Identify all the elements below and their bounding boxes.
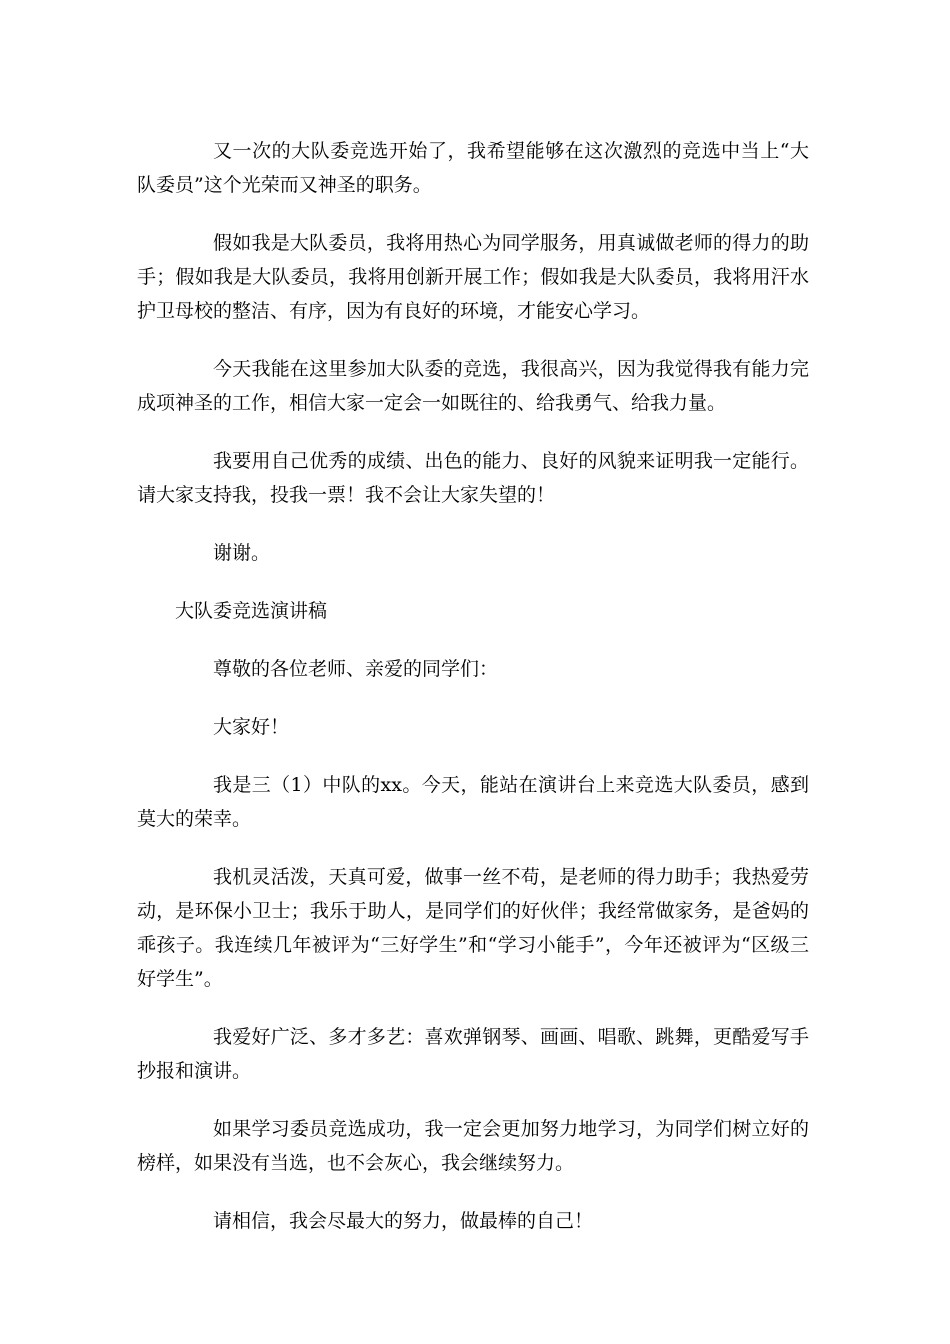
paragraph-self-intro: 我是三（1）中队的xx。今天，能站在演讲台上来竞选大队委员，感到莫大的荣幸。 [137,774,809,830]
document-body [137,134,809,1262]
paragraph-appeal: 我要用自己优秀的成绩、出色的能力、良好的风貌来证明我一定能行。请大家支持我，投我一票！我不会让大家失望的！ [137,450,809,506]
paragraph-qualities: 我机灵活泼，天真可爱，做事一丝不苟，是老师的得力助手；我热爱劳动，是环保小卫士；我乐于助人，是同学们的好伙伴；我经常做家务，是爸妈的乖孩子。我连续几年被评为“三好学生”和“学习小能手”，今年还被评为“区级三好学生”。 [137,866,809,990]
paragraph-commitment: 如果学习委员竞选成功，我一定会更加努力地学习，为同学们树立好的榜样，如果没有当选，也不会灰心，我会继续努力。 [137,1118,809,1174]
paragraph-intro: 又一次的大队委竞选开始了，我希望能够在这次激烈的竞选中当上“大队委员”这个光荣而又神圣的职务。 [137,140,809,196]
paragraph-participation: 今天我能在这里参加大队委的竞选，我很高兴，因为我觉得我有能力完成项神圣的工作，相信大家一定会一如既往的、给我勇气、给我力量。 [137,358,809,414]
paragraph-greeting: 大家好！ [213,716,290,738]
paragraph-salutation: 尊敬的各位老师、亲爱的同学们： [213,658,499,680]
paragraph-hobbies: 我爱好广泛、多才多艺：喜欢弹钢琴、画画、唱歌、跳舞，更酷爱写手抄报和演讲。 [137,1026,809,1082]
paragraph-promises: 假如我是大队委员，我将用热心为同学服务，用真诚做老师的得力的助手；假如我是大队委员，我将用创新开展工作；假如我是大队委员，我将用汗水护卫母校的整洁、有序，因为有良好的环境，才能安心学习。 [137,232,809,322]
paragraph-closing: 请相信，我会尽最大的努力，做最棒的自己！ [213,1210,594,1232]
paragraph-thanks: 谢谢。 [213,542,271,564]
section-title: 大队委竞选演讲稿 [175,600,328,622]
